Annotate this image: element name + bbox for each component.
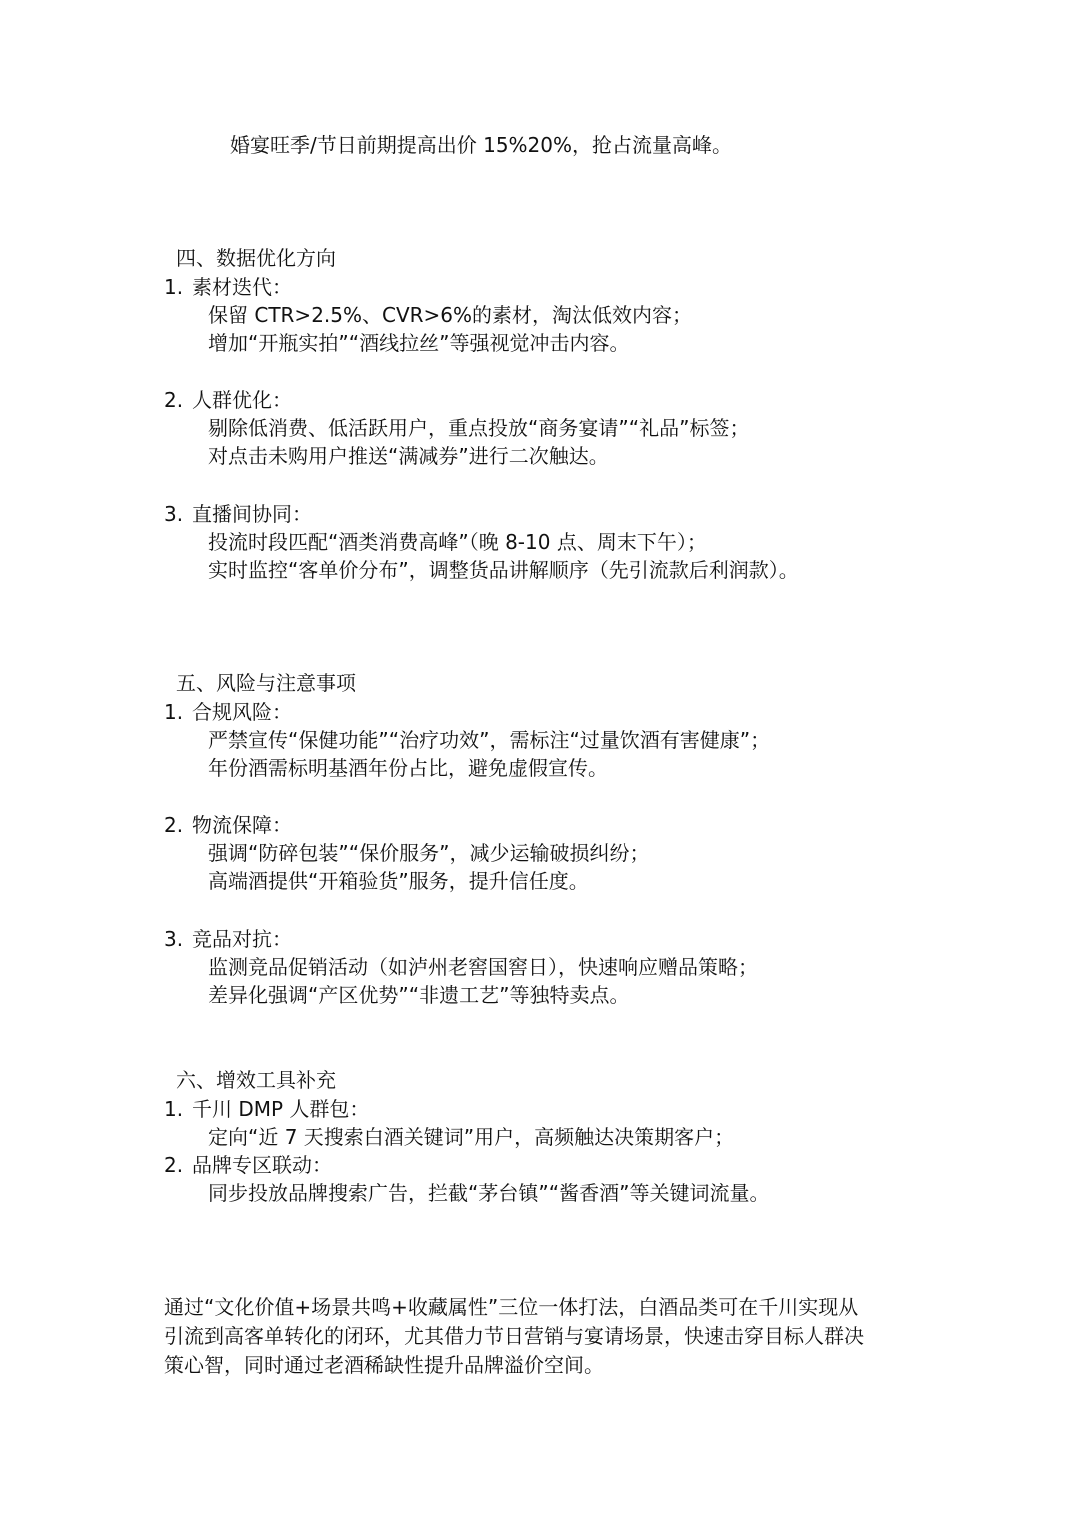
list-item-title: [164, 925, 292, 953]
list-item-title: [164, 811, 292, 839]
section-heading: 四、数据优化方向: [176, 246, 336, 270]
list-item-title: [164, 500, 312, 528]
list-item-line: 严禁宣传“保健功能”“治疗功效”，需标注“过量饮酒有害健康”；: [208, 728, 771, 752]
list-item-line: 对点击未购用户推送“满减券”进行二次触达。: [208, 444, 609, 468]
list-number: 1.: [164, 700, 184, 724]
list-item-line: 保留 CTR>2.5%、CVR>6%的素材，淘汰低效内容；: [208, 303, 693, 327]
list-title: 直播间协同：: [192, 502, 312, 526]
list-item-line: 定向“近 7 天搜索白酒关键词”用户，高频触达决策期客户；: [208, 1125, 735, 1149]
list-number: 1.: [164, 275, 184, 299]
summary-line: 策心智，同时通过老酒稀缺性提升品牌溢价空间。: [164, 1353, 604, 1377]
list-title: 品牌专区联动：: [192, 1153, 332, 1177]
list-item-line: 同步投放品牌搜索广告，拦截“茅台镇”“酱香酒”等关键词流量。: [208, 1181, 770, 1205]
list-title: 合规风险：: [192, 700, 292, 724]
list-number: 2.: [164, 1153, 184, 1177]
list-number: 3.: [164, 502, 184, 526]
list-title: 素材迭代：: [192, 275, 292, 299]
summary-line: 引流到高客单转化的闭环，尤其借力节日营销与宴请场景，快速击穿目标人群决: [164, 1324, 864, 1348]
list-item-line: 高端酒提供“开箱验货”服务，提升信任度。: [208, 869, 589, 893]
list-item-title: [164, 386, 292, 414]
list-item-line: 实时监控“客单价分布”，调整货品讲解顺序（先引流款后利润款）。: [208, 558, 799, 582]
list-title: 竞品对抗：: [192, 927, 292, 951]
list-item-line: 强调“防碎包装”“保价服务”，减少运输破损纠纷；: [208, 841, 650, 865]
list-item-title: [164, 1095, 369, 1123]
list-item-title: [164, 1151, 332, 1179]
summary-line: 通过“文化价值+场景共鸣+收藏属性”三位一体打法，白酒品类可在千川实现从: [164, 1295, 859, 1319]
list-item-line: 增加“开瓶实拍”“酒线拉丝”等强视觉冲击内容。: [208, 331, 630, 355]
list-item-title: [164, 698, 292, 726]
list-item-title: [164, 273, 292, 301]
intro-paragraph: 婚宴旺季/节日前期提高出价 15%20%，抢占流量高峰。: [230, 133, 733, 157]
list-item-line: 投流时段匹配“酒类消费高峰”（晚 8-10 点、周末下午）；: [208, 530, 707, 554]
list-number: 2.: [164, 813, 184, 837]
list-number: 2.: [164, 388, 184, 412]
list-number: 1.: [164, 1097, 184, 1121]
list-title: 千川 DMP 人群包：: [192, 1097, 370, 1121]
list-item-line: 差异化强调“产区优势”“非遗工艺”等独特卖点。: [208, 983, 630, 1007]
section-heading: 六、增效工具补充: [176, 1068, 336, 1092]
list-item-line: 剔除低消费、低活跃用户，重点投放“商务宴请”“礼品”标签；: [208, 416, 750, 440]
list-title: 人群优化：: [192, 388, 292, 412]
list-number: 3.: [164, 927, 184, 951]
list-title: 物流保障：: [192, 813, 292, 837]
section-heading: 五、风险与注意事项: [176, 671, 356, 695]
list-item-line: 监测竞品促销活动（如泸州老窖国窖日），快速响应赠品策略；: [208, 955, 758, 979]
list-item-line: 年份酒需标明基酒年份占比，避免虚假宣传。: [208, 756, 608, 780]
